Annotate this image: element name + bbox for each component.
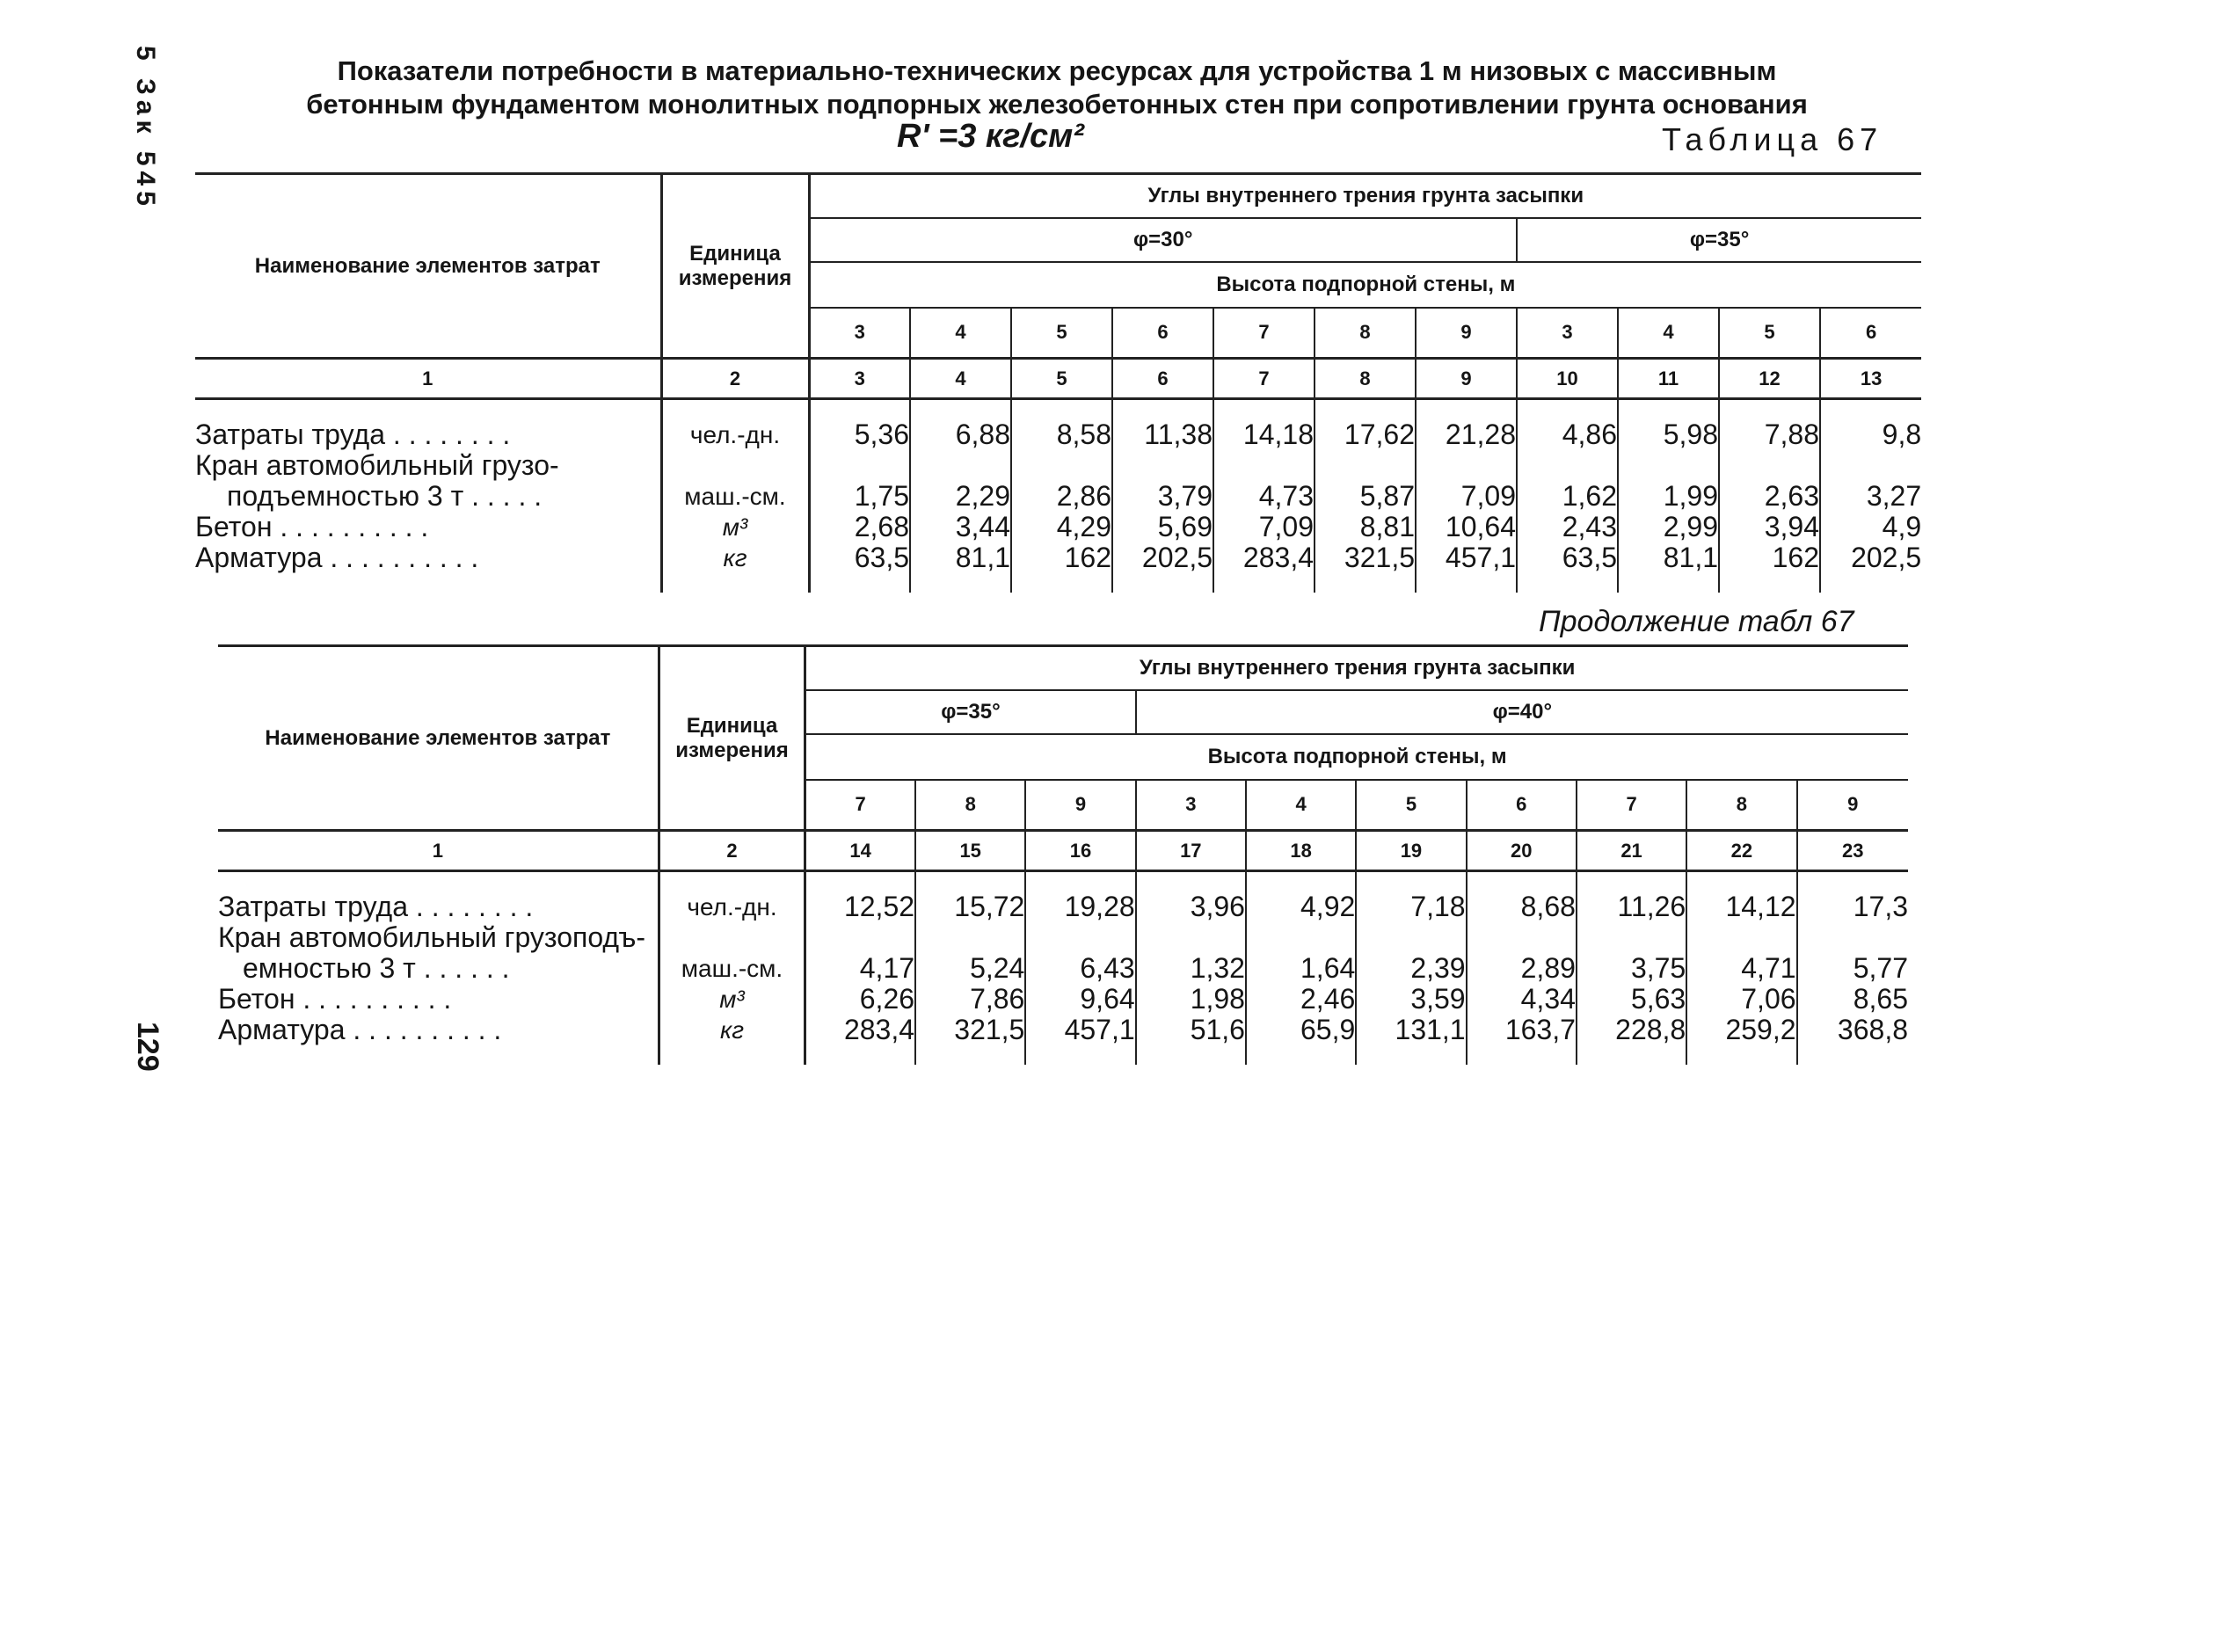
value-cell: 2,68 — [809, 512, 910, 542]
value-cell: 51,6 — [1136, 1015, 1246, 1045]
height-cell: 9 — [1416, 308, 1517, 359]
table-row-labor — [195, 419, 1921, 450]
height-cell: 9 — [1025, 780, 1135, 831]
value-cell: 7,86 — [915, 984, 1025, 1015]
value-cell: 3,59 — [1356, 984, 1466, 1015]
value-cell: 1,64 — [1246, 953, 1356, 984]
table-row-rebar — [195, 542, 1921, 573]
colnum-cell: 12 — [1719, 359, 1820, 399]
row-label-rebar: Арматура . . . . . . . . . . — [218, 1015, 502, 1045]
value-cell: 8,68 — [1467, 891, 1577, 922]
colnum-cell: 3 — [809, 359, 910, 399]
value-cell: 2,63 — [1719, 481, 1820, 512]
row-label-concrete: Бетон . . . . . . . . . . — [195, 512, 429, 542]
value-cell: 5,87 — [1315, 481, 1416, 512]
row-label-concrete: Бетон . . . . . . . . . . — [218, 984, 452, 1015]
height-cell: 8 — [1315, 308, 1416, 359]
value-cell: 4,29 — [1011, 512, 1112, 542]
title-line-2: бетонным фундаментом монолитных подпорных железобетонных стен при сопротивлении грунта основания — [306, 89, 1808, 120]
resource-table-1 — [195, 172, 1921, 593]
colnum-cell: 19 — [1356, 831, 1466, 871]
colnum-cell: 13 — [1820, 359, 1921, 399]
colnum-cell: 23 — [1797, 831, 1908, 871]
value-cell: 19,28 — [1025, 891, 1135, 922]
page-number: 129 — [131, 1022, 164, 1072]
header-name: Наименование элементов затрат — [195, 174, 661, 359]
value-cell: 2,86 — [1011, 481, 1112, 512]
value-cell: 7,09 — [1416, 481, 1517, 512]
header-phi-35: φ=35° — [1517, 218, 1921, 262]
value-cell: 228,8 — [1577, 1015, 1686, 1045]
value-cell: 4,34 — [1467, 984, 1577, 1015]
value-cell: 2,43 — [1517, 512, 1618, 542]
value-cell: 4,86 — [1517, 419, 1618, 450]
unit-rebar: кг — [659, 1015, 805, 1045]
value-cell: 321,5 — [915, 1015, 1025, 1045]
value-cell: 3,27 — [1820, 481, 1921, 512]
height-cell: 8 — [1686, 780, 1796, 831]
value-cell: 3,75 — [1577, 953, 1686, 984]
value-cell: 7,09 — [1213, 512, 1315, 542]
colnum-cell: 5 — [1011, 359, 1112, 399]
unit-concrete: м³ — [661, 512, 809, 542]
header-unit-line1: Единица — [689, 241, 781, 266]
value-cell: 15,72 — [915, 891, 1025, 922]
value-cell: 7,06 — [1686, 984, 1796, 1015]
value-cell: 1,98 — [1136, 984, 1246, 1015]
colnum-cell: 2 — [661, 359, 809, 399]
height-cell: 4 — [1618, 308, 1719, 359]
row-label-crane-line1: Кран автомобильный грузо- — [195, 450, 559, 481]
value-cell: 5,36 — [809, 419, 910, 450]
value-cell: 162 — [1719, 542, 1820, 573]
value-cell: 2,46 — [1246, 984, 1356, 1015]
value-cell: 283,4 — [805, 1015, 915, 1045]
height-cell: 5 — [1011, 308, 1112, 359]
header-phi-40: φ=40° — [1136, 690, 1908, 734]
value-cell: 1,99 — [1618, 481, 1719, 512]
header-phi-35: φ=35° — [805, 690, 1136, 734]
colnum-cell: 10 — [1517, 359, 1618, 399]
header-angles: Углы внутреннего трения грунта засыпки — [805, 646, 1908, 690]
header-height: Высота подпорной стены, м — [809, 262, 1921, 308]
title-formula: R' =3 кг/см² — [897, 118, 1084, 155]
unit-rebar: кг — [661, 542, 809, 573]
row-label-labor: Затраты труда . . . . . . . . — [218, 891, 534, 922]
header-phi-30: φ=30° — [809, 218, 1517, 262]
value-cell: 2,89 — [1467, 953, 1577, 984]
table-row-crane — [218, 953, 1908, 984]
value-cell: 1,32 — [1136, 953, 1246, 984]
value-cell: 3,79 — [1112, 481, 1213, 512]
value-cell: 63,5 — [1517, 542, 1618, 573]
header-unit-line2: измерения — [678, 266, 792, 290]
value-cell: 9,8 — [1820, 419, 1921, 450]
value-cell: 11,26 — [1577, 891, 1686, 922]
value-cell: 5,69 — [1112, 512, 1213, 542]
value-cell: 3,94 — [1719, 512, 1820, 542]
colnum-cell: 11 — [1618, 359, 1719, 399]
value-cell: 4,9 — [1820, 512, 1921, 542]
unit-concrete: м³ — [659, 984, 805, 1015]
table-row-rebar — [218, 1015, 1908, 1045]
unit-labor: чел.-дн. — [661, 419, 809, 450]
table-row-concrete — [218, 984, 1908, 1015]
value-cell: 11,38 — [1112, 419, 1213, 450]
value-cell: 14,12 — [1686, 891, 1796, 922]
height-cell: 6 — [1112, 308, 1213, 359]
value-cell: 5,63 — [1577, 984, 1686, 1015]
height-cell: 4 — [1246, 780, 1356, 831]
table-row-concrete — [195, 512, 1921, 542]
value-cell: 12,52 — [805, 891, 915, 922]
value-cell: 10,64 — [1416, 512, 1517, 542]
height-cell: 9 — [1797, 780, 1908, 831]
colnum-cell: 4 — [910, 359, 1011, 399]
value-cell: 5,77 — [1797, 953, 1908, 984]
value-cell: 3,96 — [1136, 891, 1246, 922]
value-cell: 2,39 — [1356, 953, 1466, 984]
height-cell: 7 — [805, 780, 915, 831]
value-cell: 283,4 — [1213, 542, 1315, 573]
height-cell: 3 — [809, 308, 910, 359]
value-cell: 6,43 — [1025, 953, 1135, 984]
resource-table-2 — [218, 644, 1908, 1065]
value-cell: 8,81 — [1315, 512, 1416, 542]
height-cell: 6 — [1820, 308, 1921, 359]
value-cell: 7,88 — [1719, 419, 1820, 450]
document-title — [195, 55, 1919, 121]
unit-crane: маш.-см. — [659, 953, 805, 984]
title-line-1: Показатели потребности в материально-технических ресурсах для устройства 1 м низовых с массивным — [337, 55, 1777, 86]
value-cell: 457,1 — [1025, 1015, 1135, 1045]
colnum-cell: 2 — [659, 831, 805, 871]
height-cell: 7 — [1577, 780, 1686, 831]
unit-labor: чел.-дн. — [659, 891, 805, 922]
colnum-cell: 8 — [1315, 359, 1416, 399]
height-cell: 8 — [915, 780, 1025, 831]
value-cell: 162 — [1011, 542, 1112, 573]
height-cell: 6 — [1467, 780, 1577, 831]
colnum-cell: 14 — [805, 831, 915, 871]
continuation-label: Продолжение табл 67 — [1539, 605, 1854, 638]
value-cell: 2,99 — [1618, 512, 1719, 542]
header-angles: Углы внутреннего трения грунта засыпки — [809, 174, 1921, 218]
value-cell: 4,17 — [805, 953, 915, 984]
value-cell: 2,29 — [910, 481, 1011, 512]
value-cell: 202,5 — [1820, 542, 1921, 573]
table-row-labor — [218, 891, 1908, 922]
table-label: Таблица 67 — [1662, 121, 1883, 157]
row-label-labor: Затраты труда . . . . . . . . — [195, 419, 511, 450]
value-cell: 17,62 — [1315, 419, 1416, 450]
height-cell: 5 — [1719, 308, 1820, 359]
margin-order-note: 5 Зак 545 — [131, 46, 160, 211]
value-cell: 259,2 — [1686, 1015, 1796, 1045]
unit-crane: маш.-см. — [661, 481, 809, 512]
colnum-cell: 20 — [1467, 831, 1577, 871]
header-unit — [659, 646, 805, 831]
value-cell: 7,18 — [1356, 891, 1466, 922]
height-cell: 7 — [1213, 308, 1315, 359]
value-cell: 81,1 — [910, 542, 1011, 573]
value-cell: 6,88 — [910, 419, 1011, 450]
row-label-rebar: Арматура . . . . . . . . . . — [195, 542, 479, 573]
colnum-cell: 6 — [1112, 359, 1213, 399]
colnum-cell: 21 — [1577, 831, 1686, 871]
value-cell: 8,58 — [1011, 419, 1112, 450]
header-name: Наименование элементов затрат — [218, 646, 659, 831]
value-cell: 321,5 — [1315, 542, 1416, 573]
value-cell: 17,3 — [1797, 891, 1908, 922]
value-cell: 4,73 — [1213, 481, 1315, 512]
header-unit — [661, 174, 809, 359]
value-cell: 202,5 — [1112, 542, 1213, 573]
value-cell: 368,8 — [1797, 1015, 1908, 1045]
height-cell: 5 — [1356, 780, 1466, 831]
header-unit-line2: измерения — [675, 738, 789, 762]
colnum-cell: 7 — [1213, 359, 1315, 399]
value-cell: 6,26 — [805, 984, 915, 1015]
row-label-crane-line2: подъемностью 3 т . . . . . — [227, 481, 543, 512]
value-cell: 1,62 — [1517, 481, 1618, 512]
header-height: Высота подпорной стены, м — [805, 734, 1908, 780]
row-label-crane-line2: емностью 3 т . . . . . . — [243, 953, 510, 984]
colnum-cell: 22 — [1686, 831, 1796, 871]
value-cell: 4,71 — [1686, 953, 1796, 984]
height-cell: 3 — [1136, 780, 1246, 831]
value-cell: 21,28 — [1416, 419, 1517, 450]
value-cell: 81,1 — [1618, 542, 1719, 573]
value-cell: 4,92 — [1246, 891, 1356, 922]
value-cell: 1,75 — [809, 481, 910, 512]
value-cell: 8,65 — [1797, 984, 1908, 1015]
value-cell: 65,9 — [1246, 1015, 1356, 1045]
colnum-cell: 17 — [1136, 831, 1246, 871]
value-cell: 457,1 — [1416, 542, 1517, 573]
colnum-cell: 15 — [915, 831, 1025, 871]
height-cell: 3 — [1517, 308, 1618, 359]
row-label-crane-line1: Кран автомобильный грузоподъ- — [218, 922, 646, 953]
table-row-crane — [195, 481, 1921, 512]
value-cell: 131,1 — [1356, 1015, 1466, 1045]
value-cell: 5,98 — [1618, 419, 1719, 450]
value-cell: 14,18 — [1213, 419, 1315, 450]
value-cell: 163,7 — [1467, 1015, 1577, 1045]
value-cell: 3,44 — [910, 512, 1011, 542]
value-cell: 9,64 — [1025, 984, 1135, 1015]
value-cell: 63,5 — [809, 542, 910, 573]
colnum-cell: 1 — [195, 359, 661, 399]
colnum-cell: 9 — [1416, 359, 1517, 399]
colnum-cell: 18 — [1246, 831, 1356, 871]
colnum-cell: 1 — [218, 831, 659, 871]
colnum-cell: 16 — [1025, 831, 1135, 871]
header-unit-line1: Единица — [686, 713, 778, 738]
height-cell: 4 — [910, 308, 1011, 359]
value-cell: 5,24 — [915, 953, 1025, 984]
